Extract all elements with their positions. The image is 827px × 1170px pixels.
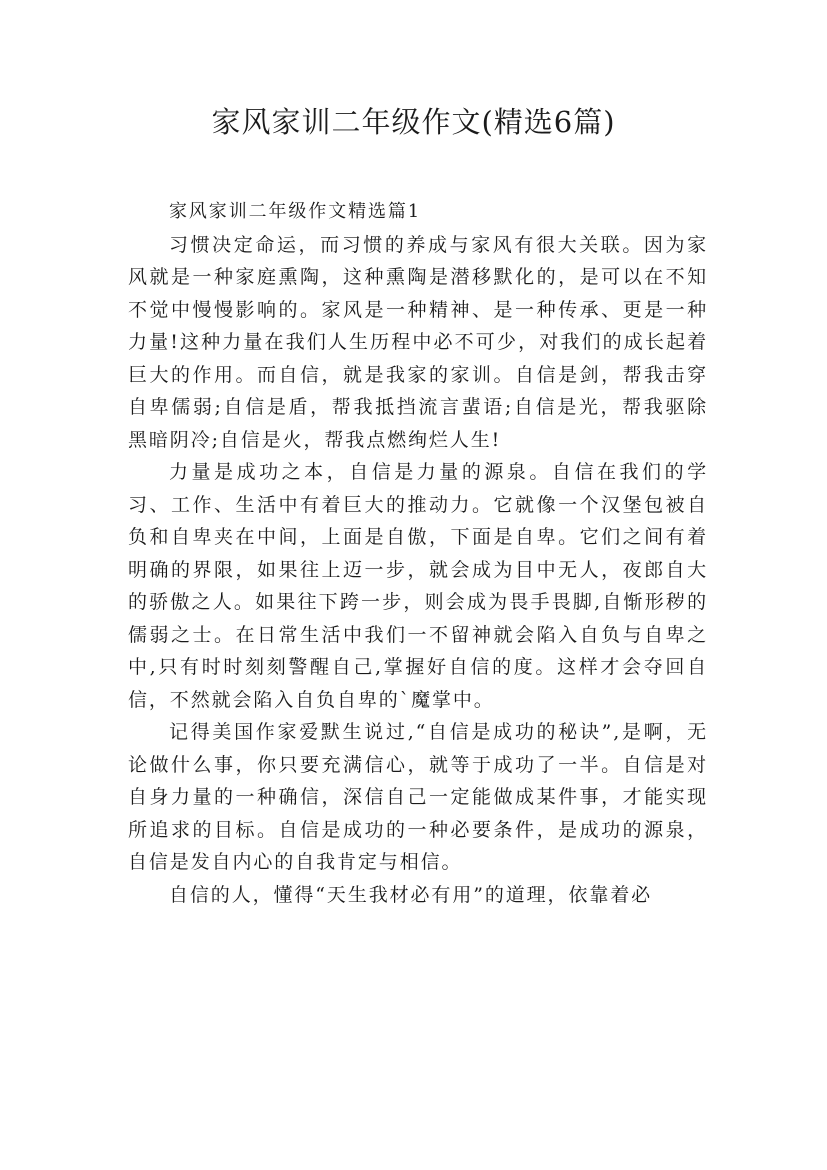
document-body [128,196,708,911]
paragraph-4: 自信的人，懂得“天生我材必有用”的道理，依靠着必 [169,883,653,906]
paragraph-3: 记得美国作家爱默生说过,“自信是成功的秘诀”,是啊，无论做什么事，你只要充满信心，就等于成功了一半。自信是对自身力量的一种确信，深信自己一定能做成某件事，才能实现所追求的目标。自信是成功的一种必要条件，是成功的源泉，自信是发自内心的自我肯定与相信。 [128,721,708,873]
section-heading: 家风家训二年级作文精选篇1 [169,201,422,222]
paragraph-2: 力量是成功之本，自信是力量的源泉。自信在我们的学习、工作、生活中有着巨大的推动力。它就像一个汉堡包被自负和自卑夹在中间，上面是自傲，下面是自卑。它们之间有着明确的界限，如果往上迈一步，就会成为目中无人，夜郎自大的骄傲之人。如果往下跨一步，则会成为畏手畏脚,自惭形秽的儒弱之士。在日常生活中我们一不留神就会陷入自负与自卑之中,只有时时刻刻警醒自己,掌握好自信的度。这样才会夺回自信，不然就会陷入自负自卑的`魔掌中。 [128,461,708,711]
paragraph-1: 习惯决定命运，而习惯的养成与家风有很大关联。因为家风就是一种家庭熏陶，这种熏陶是潜移默化的，是可以在不知不觉中慢慢影响的。家风是一种精神、是一种传承、更是一种力量!这种力量在我们人生历程中必不可少，对我们的成长起着巨大的作用。而自信，就是我家的家训。自信是剑，帮我击穿自卑儒弱;自信是盾，帮我抵挡流言蜚语;自信是光，帮我驱除黑暗阴冷;自信是火，帮我点燃绚烂人生! [128,233,708,451]
page-title: 家风家训二年级作文(精选6篇) [211,105,616,139]
